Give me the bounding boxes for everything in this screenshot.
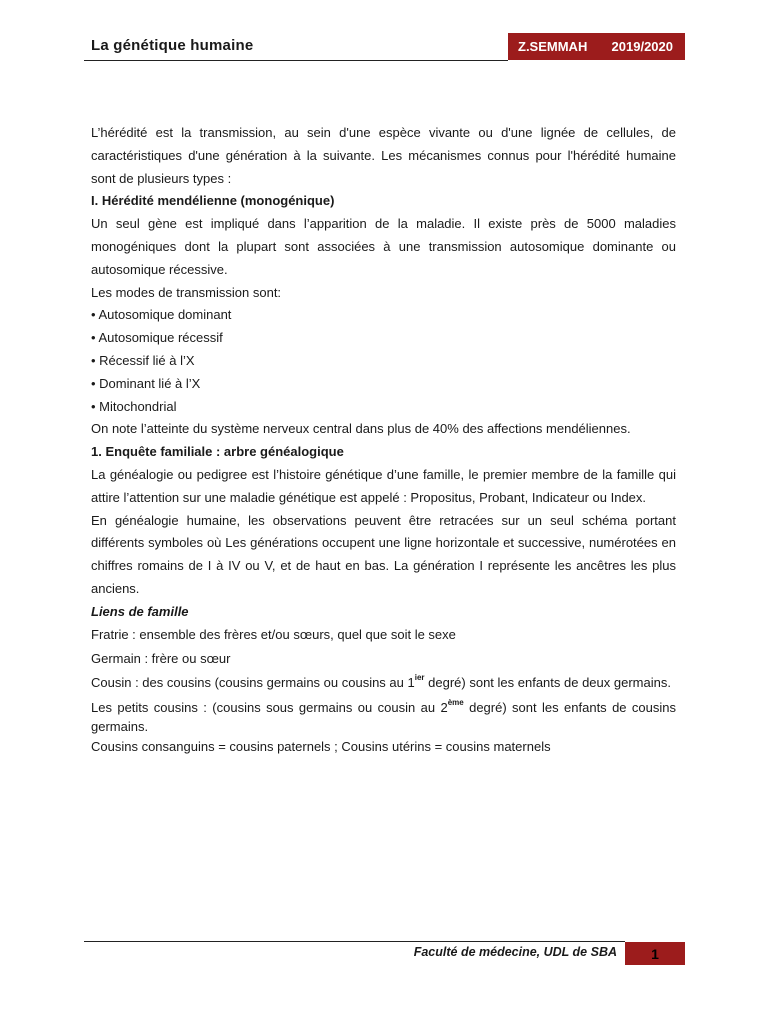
definition-cousin (91, 673, 676, 692)
header-badge (508, 33, 685, 60)
list-item: • Autosomique récessif (91, 330, 223, 346)
genealogy-paragraph-2: En généalogie humaine, les observations peuvent être retracées sur un seul schéma portant différents symboles où Les générations occupent une ligne horizontale et successive, numérotées en chiffres romains de I à IV ou V, et de haut en bas. La génération I représente les ancêtres les plus anciens. (91, 512, 676, 596)
note-paragraph: On note l’atteinte du système nerveux central dans plus de 40% des affections mendéliennes. (91, 421, 631, 437)
header-rule (84, 60, 508, 61)
petits-text-a: Les petits cousins : (cousins sous germains ou cousin au 2 (91, 700, 448, 716)
petits-superscript: ème (447, 698, 464, 708)
header-author: Z.SEMMAH (518, 39, 588, 54)
list-item: • Récessif lié à l’X (91, 352, 195, 368)
subsection-heading: 1. Enquête familiale : arbre généalogique (91, 444, 344, 460)
list-item: • Autosomique dominant (91, 307, 232, 323)
footer-rule (84, 941, 625, 942)
definition-petits-cousins (91, 698, 676, 736)
modes-intro: Les modes de transmission sont: (91, 284, 282, 300)
definition-germain: Germain : frère ou sœur (91, 651, 231, 667)
list-item: • Mitochondrial (91, 398, 177, 414)
list-item: • Dominant lié à l’X (91, 375, 201, 391)
genealogy-paragraph-1: La généalogie ou pedigree est l’histoire génétique d’une famille, le premier membre de la famille qui attire l’attention sur une maladie génétique est appelé : Propositus, Probant, Indicateur ou Index. (91, 466, 676, 505)
cousin-text-a: Cousin : des cousins (cousins germains ou cousins au 1 (91, 675, 415, 691)
document-body (91, 122, 676, 759)
intro-paragraph: L’hérédité est la transmission, au sein d'une espèce vivante ou d'une lignée de cellules, de caractéristiques d'une génération à la suivante. Les mécanismes connus pour l'hérédité humaine sont de plusieurs types : (91, 125, 676, 186)
section-paragraph: Un seul gène est impliqué dans l’apparition de la maladie. Il existe près de 5000 maladies monogéniques dont la plupart sont associées à une transmission autosomique dominante ou autosomique récessive. (91, 216, 676, 277)
header-year: 2019/2020 (611, 39, 673, 54)
footer-institution: Faculté de médecine, UDL de SBA (413, 945, 617, 959)
definition-fratrie: Fratrie : ensemble des frères et/ou sœurs, quel que soit le sexe (91, 626, 456, 642)
cousin-superscript: ier (414, 673, 425, 683)
document-title: La génétique humaine (91, 37, 254, 54)
page-number: 1 (625, 942, 685, 965)
definition-consanguins: Cousins consanguins = cousins paternels ; Cousins utérins = cousins maternels (91, 739, 551, 755)
petits-text-b: degré) sont les enfants de cousins germains. (91, 700, 676, 735)
section-heading: I. Hérédité mendélienne (monogénique) (91, 193, 335, 209)
family-links-heading: Liens de famille (91, 603, 189, 619)
cousin-text-b: degré) sont les enfants de deux germains. (424, 675, 671, 691)
